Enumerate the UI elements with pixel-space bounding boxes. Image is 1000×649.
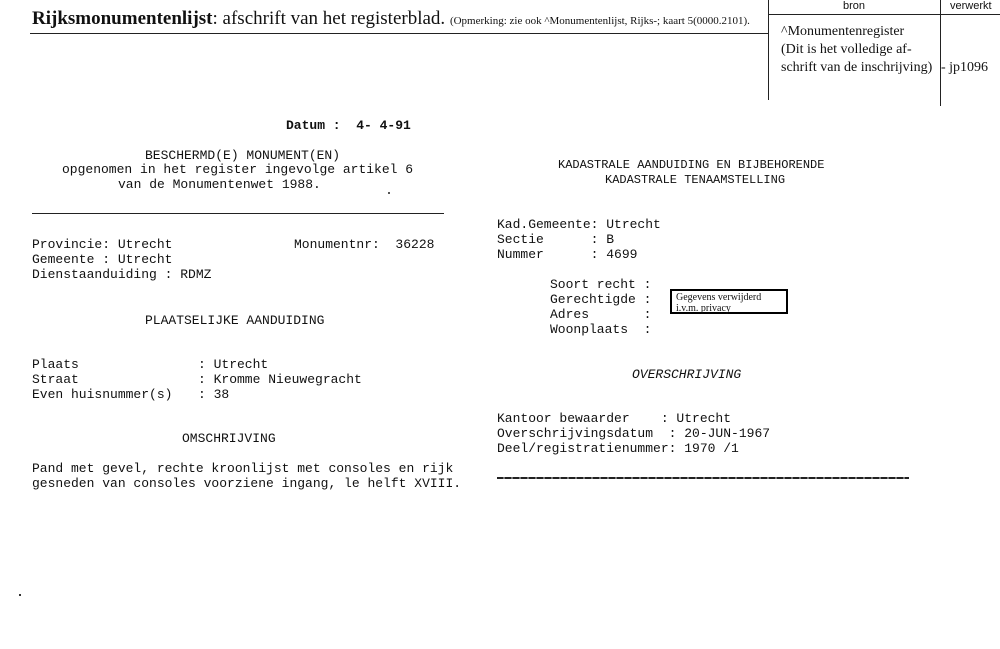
kantoor-bewaarder: Kantoor bewaarder : Utrecht — [497, 411, 732, 426]
side-table-divider — [940, 0, 941, 106]
huisnummer-label: Even huisnummer(s) — [32, 387, 173, 402]
title-note: (Opmerking: zie ook ^Monumentenlijst, Rijks-; kaart 5(0000.2101). — [449, 15, 750, 27]
provincie: Provincie: Utrecht — [32, 237, 173, 252]
beschermd-line-2: opgenomen in het register ingevolge artikel 6 — [62, 162, 414, 177]
title-rest: : afschrift van het registerblad. — [212, 8, 446, 29]
scan-speck — [19, 594, 21, 596]
deel-registratienummer: Deel/registratienummer: 1970 /1 — [497, 441, 739, 456]
overschrijving-heading: OVERSCHRIJVING — [632, 367, 742, 382]
col-verwerkt-header: verwerkt — [950, 0, 992, 12]
kad-gemeente: Kad.Gemeente: Utrecht — [497, 217, 661, 232]
soort-recht: Soort recht : — [550, 277, 652, 292]
omschrijving-line-2: gesneden van consoles voorziene ingang, le helft XVIII. — [32, 476, 462, 491]
dienstaanduiding: Dienstaanduiding : RDMZ — [32, 267, 212, 282]
document-title — [32, 8, 750, 30]
datum: Datum : 4- 4-91 — [286, 118, 411, 133]
right-dashed-separator — [497, 477, 909, 479]
plaats-value: : Utrecht — [198, 357, 269, 372]
privacy-redaction-box: Gegevens verwijderd i.v.m. privacy — [670, 289, 788, 314]
verwerkt-value: - jp1096 — [941, 60, 989, 75]
plaats-label: Plaats — [32, 357, 79, 372]
monumentnr: Monumentnr: 36228 — [294, 237, 435, 252]
kadastrale-heading-2: KADASTRALE TENAAMSTELLING — [605, 173, 786, 187]
left-separator — [32, 213, 444, 214]
kadastrale-heading-1: KADASTRALE AANDUIDING EN BIJBEHORENDE — [558, 158, 825, 172]
side-table-left-border — [768, 0, 769, 100]
nummer: Nummer : 4699 — [497, 247, 638, 262]
beschermd-line-3: van de Monumentenwet 1988. — [118, 177, 321, 192]
gerechtigde: Gerechtigde : — [550, 292, 652, 307]
beschermd-heading: BESCHERMD(E) MONUMENT(EN) — [145, 148, 341, 163]
header-underline — [30, 33, 768, 34]
bron-line-1: ^Monumentenregister — [781, 24, 905, 39]
straat-label: Straat — [32, 372, 79, 387]
scan-speck — [388, 192, 390, 194]
title-bold: Rijksmonumentenlijst — [32, 8, 213, 29]
bron-line-2: (Dit is het volledige af- — [781, 42, 912, 57]
straat-value: : Kromme Nieuwegracht — [198, 372, 362, 387]
bron-line-3: schrift van de inschrijving) — [781, 60, 933, 75]
adres: Adres : — [550, 307, 652, 322]
plaatselijke-heading: PLAATSELIJKE AANDUIDING — [145, 313, 325, 328]
col-bron-header: bron — [843, 0, 866, 12]
omschrijving-heading: OMSCHRIJVING — [182, 431, 276, 446]
overschrijvingsdatum: Overschrijvingsdatum : 20-JUN-1967 — [497, 426, 771, 441]
side-table-header-line — [768, 14, 1000, 15]
sectie: Sectie : B — [497, 232, 615, 247]
gemeente: Gemeente : Utrecht — [32, 252, 173, 267]
huisnummer-value: : 38 — [198, 387, 230, 402]
omschrijving-line-1: Pand met gevel, rechte kroonlijst met consoles en rijk — [32, 461, 454, 476]
woonplaats: Woonplaats : — [550, 322, 652, 337]
